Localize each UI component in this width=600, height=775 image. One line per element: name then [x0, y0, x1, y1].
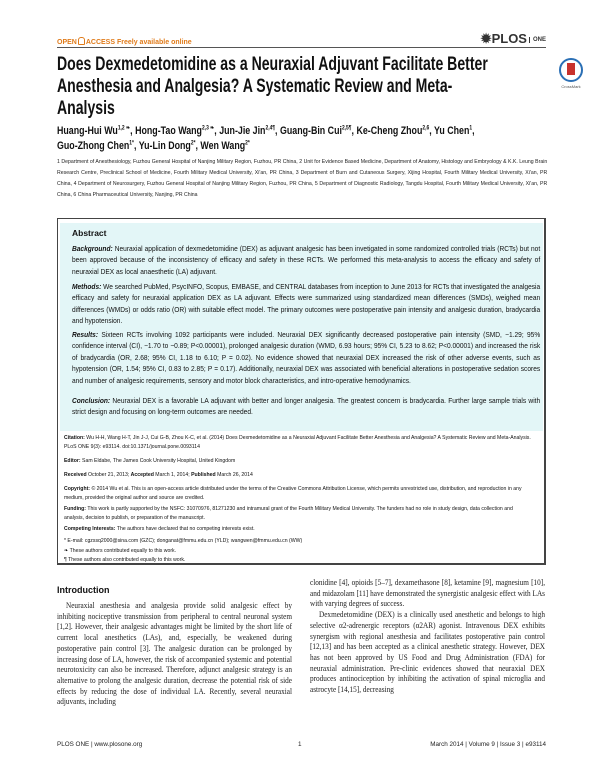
results-label: Results:	[72, 330, 99, 339]
background-text: Neuraxial application of dexmedetomidine (DEX) as adjuvant analgesic has been invetigated in some randomized controlled trials (RCTs) but not been approved because of the inconsistency of efficacy and safety in these RCTs. We performed this meta-analysis to access the efficacy and safety of neuraxial DEX as local anaesthetic (LA) adjuvant.	[72, 244, 541, 276]
equal-contribution: ❧ These authors contributed equally to this work.	[64, 548, 177, 554]
funding-label: Funding:	[64, 506, 87, 512]
author: Hong-Tao Wang$^{2,3 ❧}$,	[135, 125, 220, 137]
author: Ke-Cheng Zhou$^{2,6}$,	[356, 125, 434, 137]
author: Yu-Lin Dong$^{2*}$,	[138, 140, 201, 152]
author-name: Guang-Bin Cui	[279, 125, 342, 137]
open-access-banner	[57, 37, 192, 46]
author-name: Hong-Tao Wang	[135, 125, 202, 137]
editor	[64, 457, 533, 466]
crossmark-icon	[559, 58, 583, 82]
funding	[64, 505, 533, 524]
author-affiliation-mark: 2,4¶	[265, 125, 276, 132]
background-label: Background:	[72, 244, 113, 253]
access-label: ACCESS	[85, 39, 116, 46]
author-affiliation-mark: 1*	[129, 140, 134, 147]
author-affiliation-mark: 1	[469, 125, 473, 132]
dates	[64, 471, 533, 480]
accepted-date: March 1, 2014;	[155, 472, 190, 478]
abstract-results	[72, 329, 540, 386]
editor-label: Editor:	[64, 458, 81, 464]
header-rule	[57, 47, 546, 48]
published-date: March 26, 2014	[217, 472, 253, 478]
plos-sun-icon: ✹	[480, 31, 492, 46]
author-name: Yu-Lin Dong	[138, 140, 191, 152]
editor-text: Sam Eldabe, The James Cook University Hospital, United Kingdom	[82, 458, 236, 464]
author: Jun-Jie Jin$^{2,4\P}$,	[219, 125, 280, 137]
author-name: Ke-Cheng Zhou	[356, 125, 423, 137]
intro-left-column: Neuraxial anesthesia and analgesia provide solid analgesic effect by inhibiting nociceptive transmission from peripheral to central neuronal system [1,2]. However, their analgesic advantages might be limited by the short life of current local anesthetics (LAs), and, especially, be weakened during postoperative pain control [3]. The analgesic duration can be prolonged by increasing dose of LA, however, the risk of accompanied systemic and potential neurotoxicity can also be increased. Therefore, adjunct analgesic strategy is an alternative to prolong the analgesic duration, decrease the potential risk of side effects by reducing the dose of individual LA. Recently, several neuraxial adjuvants, including	[57, 601, 293, 707]
competing-label: Competing Interests:	[64, 526, 116, 532]
author: Guang-Bin Cui$^{2,5\P}$,	[279, 125, 357, 137]
intro-paragraph: Dexmedetomidine (DEX) is a clinically used anesthetic and belongs to high selective α2-adrenergic receptors (α2AR) agonist. Intravenous DEX exhibits synergism with regional anesthesia and facilitates postoperative pain control [12,13] and has been accepted as a clinical anesthetic strategy. However, DEX has not been approved by US Food and Drug Administration (FDA) for neuraxial administration. Pre-clinic evidences showed that neuraxial DEX produces antinociception by inhibiting the activation of spinal microglia and astrocyte [14,15], decreasing	[310, 610, 546, 695]
author: Yu Chen$^1$,	[433, 125, 475, 137]
received-label: Received	[64, 472, 87, 478]
email: * E-mail: cgzssq2000@sina.com (GZC); donganat@fmmu.edu.cn (YLD); wangwen@fmmu.edu.cn (WW)	[64, 538, 303, 544]
copyright-label: Copyright:	[64, 486, 91, 492]
author-name: Guo-Zhong Chen	[57, 140, 130, 152]
author-name: Huang-Hui Wu	[57, 125, 118, 137]
author-affiliation-mark: 2,6	[422, 125, 430, 132]
introduction-heading: Introduction	[57, 585, 110, 595]
plos-one-logo	[481, 31, 546, 47]
published-label: Published	[191, 472, 216, 478]
author-list	[57, 124, 549, 154]
page-number: 1	[298, 741, 302, 748]
citation-text: Wu H-H, Wang H-T, Jin J-J, Cui G-B, Zhou K-C, et al. (2014) Does Dexmedetomidine as a Neuraxial Adjuvant Facilitate Better Anesthesia and Analgesia? A Systematic Review and Meta-Analysis. PLoS ONE 9(3): e93114. doi:10.1371/journal.pone.0093114	[64, 435, 531, 451]
citation	[64, 434, 533, 453]
intro-paragraph: clonidine [4], opioids [5–7], dexamethasone [8], ketamine [9], magnesium [10], and midazolam [11] have demonstrated the synergistic analgesic effect with LAs with varying degrees of success.	[310, 578, 546, 609]
paper-title: Does Dexmedetomidine as a Neuraxial Adjuvant Facilitate Better Anesthesia and Analgesia? A Systematic Review and Meta-Analysis	[57, 54, 488, 119]
abstract-methods	[72, 281, 540, 327]
author	[200, 140, 249, 152]
author: Guo-Zhong Chen$^{1*}$,	[57, 140, 139, 152]
author-affiliation-mark: 2,5¶	[341, 125, 352, 132]
author-name: Yu Chen	[433, 125, 470, 137]
open-label: OPEN	[57, 39, 77, 46]
funding-text: This work is partly supported by the NSFC: 31070976, 81271230 and intramural grant of the Fourth Military Medical University. The funders had no role in study design, data collection and analysis, decision to publish, or preparation of the manuscript.	[64, 506, 513, 522]
copyright	[64, 485, 533, 504]
also-equal-contribution: ¶ These authors also contributed equally to this work.	[64, 557, 186, 563]
accepted-label: Accepted	[130, 472, 154, 478]
footer-issue: March 2014 | Volume 9 | Issue 3 | e93114	[430, 741, 546, 748]
footer-journal: PLOS ONE | www.plosone.org	[57, 741, 143, 748]
author-affiliation-mark: 2*	[245, 140, 250, 147]
logo-sub: ONE	[529, 37, 546, 43]
citation-label: Citation:	[64, 435, 85, 441]
author-name: Wen Wang	[200, 140, 246, 152]
author-affiliation-mark: 1,2 ❧	[117, 125, 131, 132]
conclusion-label: Conclusion:	[72, 396, 111, 405]
abstract-heading: Abstract	[72, 228, 107, 238]
abstract-background	[72, 243, 540, 277]
copyright-text: © 2014 Wu et al. This is an open-access article distributed under the terms of the Creative Commons Attribution License, which permits unrestricted use, distribution, and reproduction in any medium, provided the original author and source are credited.	[64, 486, 522, 502]
results-text: Sixteen RCTs involving 1092 participants were included. Neuraxial DEX significantly decreased postoperative pain intensity (SMD, −1.29; 95% confidence interval (CI), −1.70 to −0.89; P<0.00001), prolonged analgesic duration (WMD, 6.93 hours; 95% CI, 5.23 to 8.62; P<0.00001) and increased the risk of bradycardia (OR, 2.68; 95% CI, 1.18 to 6.10; P = 0.02). No evidence showed that neuraxial DEX increased the risk of other adverse events, such as hypotension (OR, 1.54; 95% CI, 0.83 to 2.85; P = 0.17). Additionally, neuraxial DEX was associated with beneficial alterations in postoperative sedation scores and number of analgesic requirements, sensory and motor block characteristics, and intro-operative hemodynamics.	[72, 330, 541, 385]
author-affiliation-mark: 2*	[190, 140, 196, 147]
competing-text: The authors have declared that no competing interests exist.	[116, 526, 255, 532]
received-date: October 21, 2013;	[88, 472, 130, 478]
affiliations: 1 Department of Anesthesiology, Fuzhou General Hospital of Nanjing Military Region, Fuzhou, PR China, 2 Unit for Evidence Based Medicine, Department of Anatomy, Histology and Embryology & K.K. Leung Brain Research Centre, Preclinical School of Medicine, Fourth Military Medical University, Xi'an, PR China, 3 Department of Burn and Cutaneous Surgery, Xijing Hospital, Fourth Military Medical University, Xi'an, PR China, 4 Department of Neurosurgery, Fuzhou General Hospital of Nanjing Military Region, Fuzhou, PR China, 5 Department of Diagnostic Radiology, Tangdu Hospital, Fourth Military Medical University, Xi'an, PR China, 6 China Pharmaceutical University, Nanjing, PR China	[57, 159, 548, 198]
author: Huang-Hui $Wu^{1,2 ❧}$,	[57, 125, 136, 137]
intro-right-column	[310, 578, 545, 696]
methods-text: We searched PubMed, PsycINFO, Scopus, EMBASE, and CENTRAL databases from inception to June 2013 for RCTs that investigated the analgesia efficacy and safety for neuraxial application DEX as LA adjuvant. Effects were summarized using standardized mean differences (SMDs), weighed mean differences (WMDs) or odds ratio (OR) with suitable effect model. The primary outcomes were postoperative pain intensity and analgesic duration, bradycardia and hypotension.	[72, 282, 541, 326]
author-affiliation-mark: 2,3 ❧	[201, 125, 215, 132]
crossmark-badge[interactable]	[556, 58, 586, 89]
author-name: Jun-Jie Jin	[219, 125, 266, 137]
crossmark-label: CrossMark	[561, 84, 581, 89]
methods-label: Methods:	[72, 282, 102, 291]
conclusion-text: Neuraxial DEX is a favorable LA adjuvant with better and longer analgesia. The greatest concern is bradycardia. Further large sample trials with strict design and focusing on long-term outcomes are needed.	[72, 396, 541, 417]
open-lock-icon	[78, 37, 85, 45]
competing-interests	[64, 525, 533, 534]
freely-available-label: Freely available online	[116, 39, 192, 46]
abstract-conclusion	[72, 395, 540, 418]
logo-text: PLOS	[491, 31, 527, 46]
